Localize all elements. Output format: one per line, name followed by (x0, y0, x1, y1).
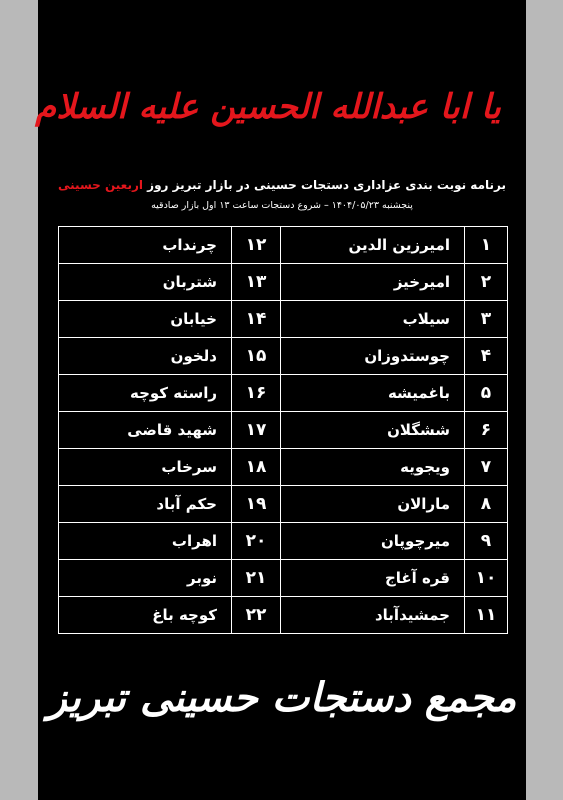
poster (35, 0, 526, 800)
group-name-left: راسته کوچه (59, 375, 232, 412)
table-row (59, 264, 508, 301)
schedule-subtitle: پنجشنبه ۱۴۰۴/۰۵/۲۳ – شروع دستجات ساعت ۱۳ اول بازار صادقیه (151, 200, 413, 211)
table-row (59, 375, 508, 412)
row-number-right: ۵ (465, 375, 508, 412)
table-row (59, 449, 508, 486)
row-number-right: ۹ (465, 523, 508, 560)
row-number-right: ۱ (465, 227, 508, 264)
row-number-right: ۴ (465, 338, 508, 375)
row-number-right: ۷ (465, 449, 508, 486)
schedule-title (38, 178, 526, 192)
group-name-left: خیابان (59, 301, 232, 338)
table-row (59, 560, 508, 597)
row-number-left: ۱۵ (232, 338, 281, 375)
header-calligraphy (35, 30, 501, 150)
row-number-right: ۸ (465, 486, 508, 523)
row-number-left: ۲۲ (232, 597, 281, 634)
row-number-left: ۱۳ (232, 264, 281, 301)
row-number-left: ۱۹ (232, 486, 281, 523)
row-number-right: ۶ (465, 412, 508, 449)
table-row (59, 301, 508, 338)
group-name-right: ویجویه (281, 449, 465, 486)
group-name-right: مارالان (281, 486, 465, 523)
row-number-left: ۱۸ (232, 449, 281, 486)
title-main: برنامه نوبت بندی عزاداری دستجات حسینی در بازار تبریز روز (147, 178, 506, 192)
footer-calligraphy: مجمع دستجات حسینی تبریز (47, 674, 517, 721)
group-name-left: اهراب (59, 523, 232, 560)
group-name-right: امیرخیز (281, 264, 465, 301)
group-name-right: سیلاب (281, 301, 465, 338)
row-number-left: ۱۴ (232, 301, 281, 338)
row-number-right: ۱۰ (465, 560, 508, 597)
calligraphy-text: یا ابا عبدالله الحسین علیه السلام (35, 87, 501, 127)
table-row (59, 338, 508, 375)
group-name-left: شهید قاضی (59, 412, 232, 449)
group-name-left: کوچه باغ (59, 597, 232, 634)
group-name-right: باغمیشه (281, 375, 465, 412)
row-number-right: ۲ (465, 264, 508, 301)
group-name-right: قره آغاج (281, 560, 465, 597)
group-name-left: نوبر (59, 560, 232, 597)
group-name-right: جمشیدآباد (281, 597, 465, 634)
group-name-left: سرخاب (59, 449, 232, 486)
table-row (59, 523, 508, 560)
row-number-left: ۱۷ (232, 412, 281, 449)
group-name-right: میرچوپان (281, 523, 465, 560)
row-number-left: ۱۶ (232, 375, 281, 412)
row-number-right: ۱۱ (465, 597, 508, 634)
row-number-left: ۱۲ (232, 227, 281, 264)
group-name-left: چرنداب (59, 227, 232, 264)
table-row (59, 412, 508, 449)
table-row (59, 227, 508, 264)
schedule-table (58, 226, 508, 634)
row-number-right: ۳ (465, 301, 508, 338)
group-name-right: ششگلان (281, 412, 465, 449)
row-number-left: ۲۱ (232, 560, 281, 597)
table-row (59, 597, 508, 634)
group-name-left: حکم آباد (59, 486, 232, 523)
title-highlight: اربعین حسینی (58, 178, 143, 192)
row-number-left: ۲۰ (232, 523, 281, 560)
group-name-right: امیرزین الدین (281, 227, 465, 264)
group-name-left: شتربان (59, 264, 232, 301)
group-name-right: چوستدوزان (281, 338, 465, 375)
table-row (59, 486, 508, 523)
group-name-left: دلخون (59, 338, 232, 375)
